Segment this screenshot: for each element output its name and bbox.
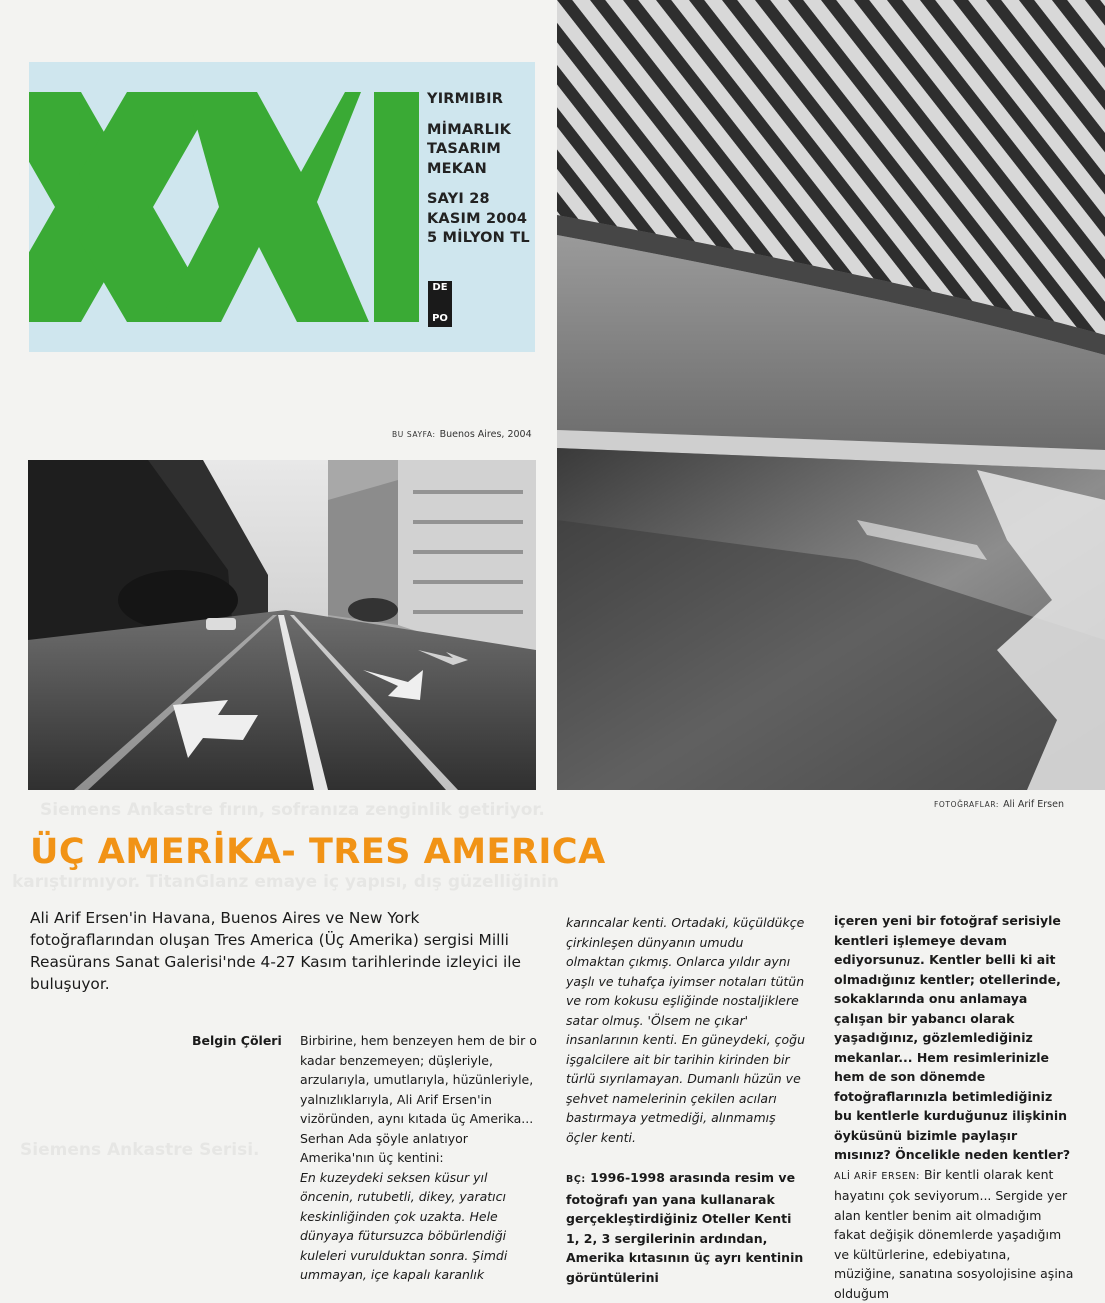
interview-question: BÇ: 1996-1998 arasında resim ve fotoğrafı yan yana kullanarak gerçekleştirdiğiniz Oteller Kenti 1, 2, 3 sergilerinin ardından, Amerika kıtasının üç ayrı kentinin görüntülerini xyxy=(566,1168,806,1287)
interview-question-continued: içeren yeni bir fotoğraf serisiyle kentleri işlemeye devam ediyorsunuz. Kentler belli ki ait olmadığınız kentler; otellerinde, sokaklarında onu anlamaya çalışan bir yabancı olarak yaşadığınız, gözlemlediğiniz mekanlar... Hem resimlerinizle hem de son dönemde fotoğraflarınızla betimlediğiniz bu kentlerle kurduğunuz ilişkinin öyküsünü bizimle paylaşır mısınız? Öncelikle neden kentler? xyxy=(834,911,1074,1165)
publisher-logo: DE PO xyxy=(428,281,452,327)
masthead-brand: YIRMIBIR xyxy=(427,90,530,110)
show-through-text: Siemens Ankastre fırın, sofranıza zenginlik getiriyor. xyxy=(40,800,545,820)
issue-price: 5 MİLYON TL xyxy=(427,229,530,249)
article-title: ÜÇ AMERİKA- TRES AMERICA xyxy=(30,832,606,872)
photo-buenos-aires-street xyxy=(28,460,536,790)
caption-this-page: BU SAYFA: Buenos Aires, 2004 xyxy=(392,429,532,440)
quote-paragraph: karıncalar kenti. Ortadaki, küçüldükçe çirkinleşen dünyanın umudu olmaktan çıkmış. Onlarca yıldır aynı yaşlı ve tuhafça iyimser notaları tütün ve rom kokusu eşliğinde nostaljiklere satar olmuş. 'Ölsem ne çıkar' insanlarının kenti. En güneydeki, çoğu işgalcilere ait bir tarihin kirinden bir türlü sıyrılamayan. Dumanlı hüzün ve şehvet namelerinin çekilen acıları bastırmaya yetmediği, alınmamış öçler kenti. xyxy=(566,913,806,1147)
issue-date: KASIM 2004 xyxy=(427,210,530,230)
interview-answer: ALİ ARİF ERSEN: Bir kentli olarak kent hayatını çok seviyorum... Sergide yer alan kentler benim ait olmadığım fakat değişik dönemlerde yaşadığım ve kültürlerine, edebiyatına, müziğine, sanatına sosyolojisine aşina olduğum xyxy=(834,1165,1074,1303)
issue-number: SAYI 28 xyxy=(427,190,530,210)
article-column-2 xyxy=(566,913,806,1287)
magazine-masthead xyxy=(29,62,535,352)
article-lead: Ali Arif Ersen'in Havana, Buenos Aires ve New York fotoğraflarından oluşan Tres America (Üç Amerika) sergisi Milli Reasürans Sanat Galerisi'nde 4-27 Kasım tarihlerinde izleyici ile buluşuyor. xyxy=(30,907,540,995)
caption-photos: FOTOĞRAFLAR: Ali Arif Ersen xyxy=(934,799,1064,810)
masthead-section: TASARIM xyxy=(427,140,530,160)
masthead-section: MEKAN xyxy=(427,160,530,180)
article-column-3 xyxy=(834,911,1074,1303)
photo-striped-canopy xyxy=(557,0,1105,790)
show-through-text: Siemens Ankastre Serisi. xyxy=(20,1140,260,1160)
quote-paragraph: En kuzeydeki seksen küsur yıl öncenin, rutubetli, dikey, yaratıcı keskinliğinden çok uzakta. Hele dünyaya fütursuzca böbürlendiği kuleleri vurulduktan sonra. Şimdi ummayan, içe kapalı karanlık xyxy=(300,1168,538,1285)
article-author: Belgin Çöleri xyxy=(192,1033,282,1048)
body-paragraph: Birbirine, hem benzeyen hem de bir o kadar benzemeyen; düşleriyle, arzularıyla, umutlarıyla, hüzünleriyle, yalnızlıklarıyla, Ali Arif Ersen'in vizöründen, aynı kıtada üç Amerika... Serhan Ada şöyle anlatıyor Amerika'nın üç kentini: xyxy=(300,1031,538,1168)
masthead-section: MİMARLIK xyxy=(427,121,530,141)
xxl-logo xyxy=(29,62,419,352)
show-through-text: karıştırmıyor. TitanGlanz emaye iç yapısı, dış güzelliğinin xyxy=(12,872,559,892)
article-column-1 xyxy=(300,1031,538,1285)
